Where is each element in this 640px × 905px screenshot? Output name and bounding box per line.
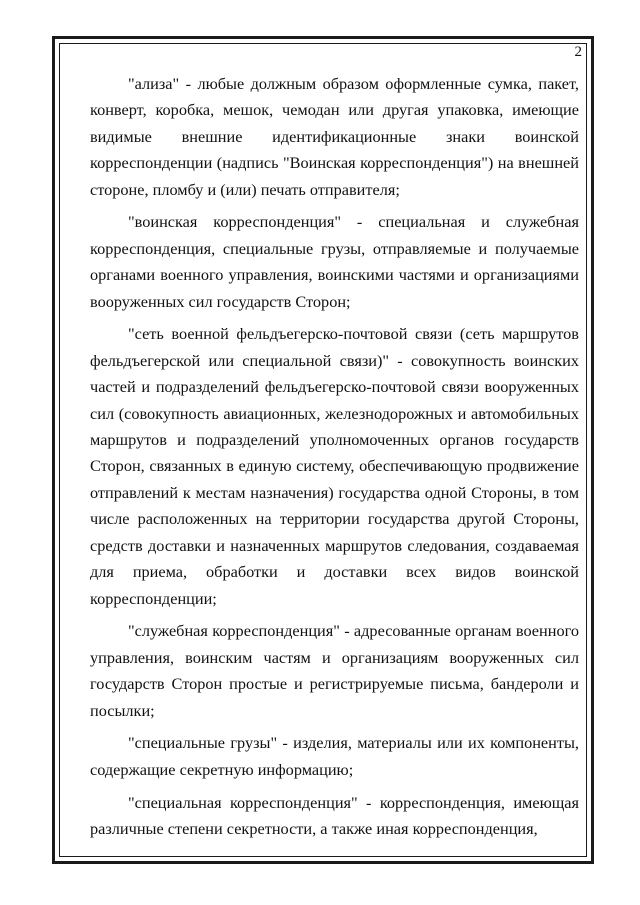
definition-paragraph-military-correspondence: "воинская корреспонденция" - специальная и служебная корреспонденция, специальные грузы, отправляемые и получаемые органами военного управления, воинскими частями и организациями вооруженных сил государств Сторон;: [90, 212, 579, 311]
definition-paragraph-courier-network: "сеть военной фельдъегерско-почтовой связи (сеть маршрутов фельдъегерской или специальной связи)" - совокупность воинских частей и подразделений фельдъегерско-почтовой связи вооруженных сил (совокупность авиационных, железнодорожных и автомобильных маршрутов и подразделений уполномоченных органов государств Сторон, связанных в единую систему, обеспечивающую продвижение отправлений к местам назначения) государства одной Стороны, в том числе расположенных на территории государства другой Стороны, средств доставки и назначенных маршрутов следования, создаваемая для приема, обработки и доставки всех видов воинской корреспонденции;: [90, 324, 579, 608]
document-body: [90, 71, 579, 849]
definition-paragraph-service-correspondence: "служебная корреспонденция" - адресованные органам военного управления, воинским частям и организациям вооруженных сил государств Сторон простые и регистрируемые письма, бандероли и посылки;: [90, 621, 579, 720]
definition-paragraph-special-correspondence: "специальная корреспонденция" - корреспонденция, имеющая различные степени секретности, а также иная корреспонденция,: [90, 792, 579, 838]
definition-paragraph-valiza: "ализа" - любые должным образом оформленные сумка, пакет, конверт, коробка, мешок, чемодан или другая упаковка, имеющие видимые внешние идентификационные знаки воинской корреспонденции (надпись "Воинская корреспонденция") на внешней стороне, пломбу и (или) печать отправителя;: [90, 74, 579, 199]
definition-paragraph-special-cargo: "специальные грузы" - изделия, материалы или их компоненты, содержащие секретную информацию;: [90, 733, 579, 779]
page-number: 2: [574, 44, 582, 60]
